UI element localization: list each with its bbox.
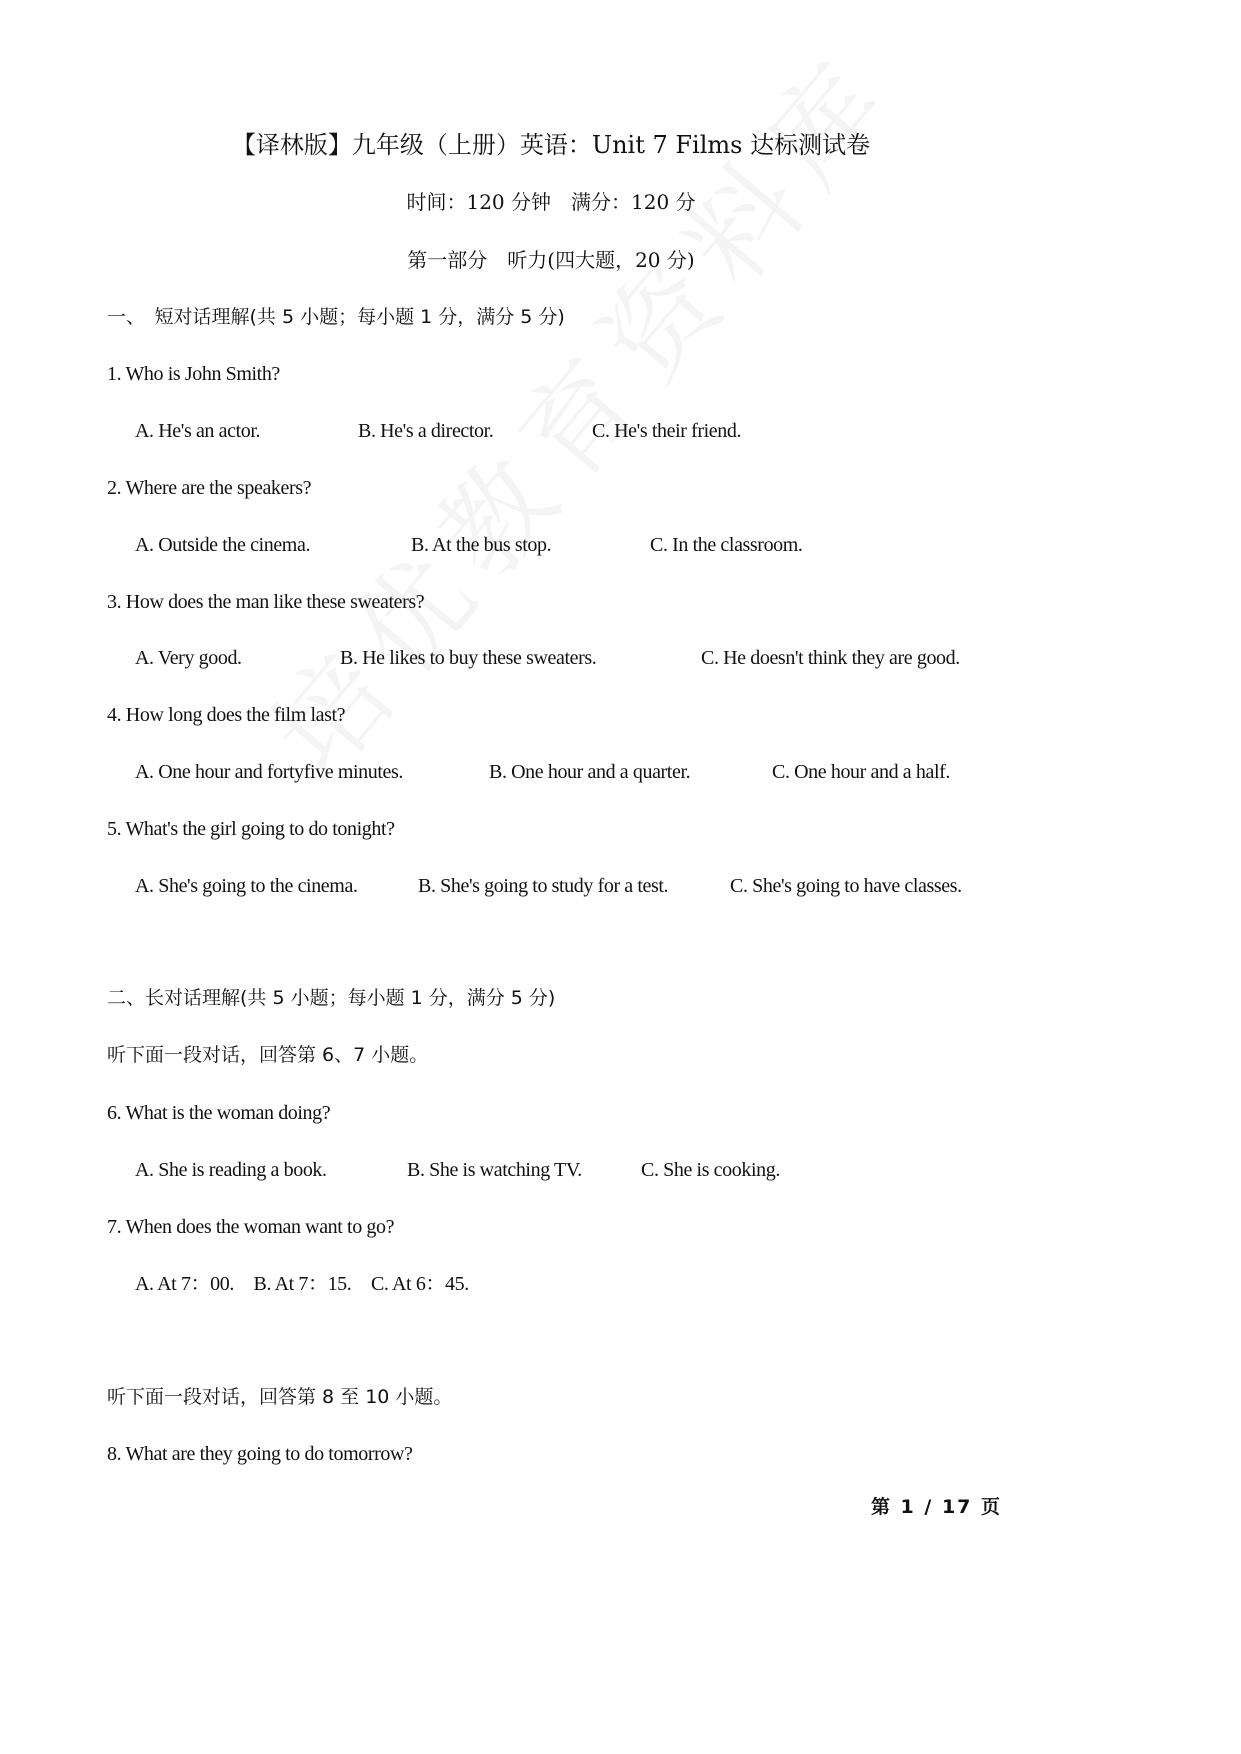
q7-options: A. At 7：00. B. At 7：15. C. At 6：45.	[135, 1273, 469, 1295]
q2-option-b: B. At the bus stop.	[411, 534, 552, 556]
q3-option-a: A. Very good.	[135, 647, 242, 669]
q6-option-a: A. She is reading a book.	[135, 1159, 327, 1181]
question-3: 3. How does the man like these sweaters?	[107, 591, 425, 613]
q3-option-c: C. He doesn't think they are good.	[701, 647, 960, 669]
q4-option-b: B. One hour and a quarter.	[489, 761, 691, 783]
question-2: 2. Where are the speakers?	[107, 477, 312, 499]
section2-heading: 二、长对话理解(共 5 小题；每小题 1 分，满分 5 分)	[107, 987, 556, 1009]
q5-option-c: C. She's going to have classes.	[730, 875, 962, 897]
dialogue-intro-2: 听下面一段对话，回答第 8 至 10 小题。	[107, 1386, 453, 1408]
q2-option-c: C. In the classroom.	[650, 534, 803, 556]
question-6: 6. What is the woman doing?	[107, 1102, 331, 1124]
dialogue-intro-1: 听下面一段对话，回答第 6、7 小题。	[107, 1044, 429, 1066]
question-4: 4. How long does the film last?	[107, 704, 346, 726]
q1-option-c: C. He's their friend.	[592, 420, 742, 442]
q3-option-b: B. He likes to buy these sweaters.	[340, 647, 597, 669]
q1-option-a: A. He's an actor.	[135, 420, 261, 442]
page-number: 第 1 / 17 页	[870, 1496, 1002, 1518]
q4-option-a: A. One hour and fortyfive minutes.	[135, 761, 404, 783]
q6-option-b: B. She is watching TV.	[407, 1159, 582, 1181]
q1-option-b: B. He's a director.	[358, 420, 494, 442]
time-info: 时间：120 分钟 满分：120 分	[406, 190, 696, 214]
q6-option-c: C. She is cooking.	[641, 1159, 780, 1181]
question-5: 5. What's the girl going to do tonight?	[107, 818, 395, 840]
q5-option-b: B. She's going to study for a test.	[418, 875, 669, 897]
question-8: 8. What are they going to do tomorrow?	[107, 1443, 413, 1465]
q5-option-a: A. She's going to the cinema.	[135, 875, 358, 897]
question-1: 1. Who is John Smith?	[107, 363, 280, 385]
section1-heading: 一、 短对话理解(共 5 小题；每小题 1 分，满分 5 分)	[107, 306, 565, 328]
page-title: 【译林版】九年级（上册）英语：Unit 7 Films 达标测试卷	[231, 131, 871, 159]
q4-option-c: C. One hour and a half.	[772, 761, 950, 783]
q2-option-a: A. Outside the cinema.	[135, 534, 311, 556]
question-7: 7. When does the woman want to go?	[107, 1216, 395, 1238]
part-title: 第一部分 听力(四大题，20 分)	[407, 248, 695, 272]
